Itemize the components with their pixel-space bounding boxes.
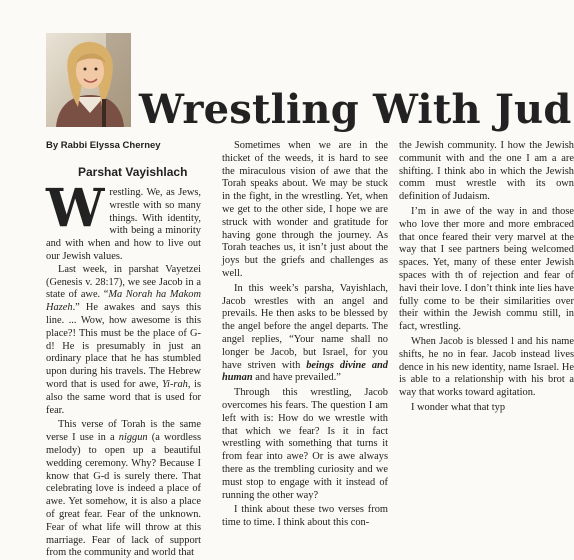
author-portrait-image [46,33,131,127]
author-byline: By Rabbi Elyssa Cherney [46,140,161,151]
paragraph-1: Sometimes when we are in the thicket of the weeds, it is hard to see the miraculous vision of awe that the Torah speaks about. We may be stuck in the fight, in the wrestling. Yet, when we get to the other side, I hope we are struck with wonder and gratitude for having gone through the journey. As Torah teaches us, it isn’t just about the joys but the griefs and challenges as well. [222,140,388,279]
column-1 [46,178,201,560]
column-2 [222,140,388,530]
paragraph-2: Last week, in parshat Vayetzei (Genesis v. 28:17), we see Jacob in a state of awe. “Ma Norah ha Makom Hazeh.” He awakes and says this line. ... Wow, how awesome is this place?! This must be the place of G-d! He is presumably in just an ordinary place that he has stumbled upon during his travels. The Hebrew word that is used for awe, Yi-rah, is also the same word that is used for fear. [46,263,201,416]
author-photo [46,33,131,127]
paragraph-4: I wonder what that typ [411,401,506,413]
paragraph-3: When Jacob is blessed l and his name shifts, he no in fear. Jacob instead lives dence in his new identity, name Israel. He is able to a relationship with his brot a way that works toward agitation. [399,335,574,399]
paragraph-2: I’m in awe of the way in and those who love ther more and more embraced that once feared their very marvel at the way that I see partners being welcomed spaces. Yet, many of these enter Jewish spaces with th of rejection and fear of havi their love. I don’t think inte lies have fully come to be their similarities over their within the Jewish commu still, in fact, wrestling. [399,205,574,333]
article-title: Wrestling With Jud [139,86,572,133]
column-3 [399,140,574,415]
paragraph-2: In this week’s parsha, Vayishlach, Jacob wrestles with an angel and prevails. He then asks to be blessed by the angel before the angel departs. The angel replies, “Your name shall no longer be Jacob, but Israel, for you have striven with beings divine and human and have prevailed.” [222,282,388,384]
paragraph-3: This verse of Torah is the same verse I use in a niggun (a wordless melody) to open up a beautiful wedding ceremony. Why? Because I know that G-d is surely there. That celebrating love is indeed a place of awe. Yet somehow, it is also a place of great fear. Fear of the unknown. Fear of what life will throw at this marriage. Fear of lack of support from the community and world that [46,419,201,559]
parsha-heading: Parshat Vayishlach [78,165,188,179]
paragraph-3: Through this wrestling, Jacob overcomes his fears. The question I am left with is: How do we wrestle with that which we fear? Is it in fact wrestling with something that turns it from fear into awe? Or is awe always there as the trembling curiosity and we must stop to engage with it instead of running the other way? [222,387,388,501]
paragraph-1: the Jewish community. I how the Jewish communit with and the one I am a are shifting. I think abo in which the Jewish comm must wrestle with its own definition of Judaism. [399,140,574,203]
paragraph-4: I think about these two verses from time to time. I think about this con- [222,504,388,529]
paragraph-1: Wrestling. We, as Jews, wrestle with so many things. With identity, with being a minority and with when and how to live out our Jewish values. [46,178,201,262]
drop-cap: W [46,178,105,239]
